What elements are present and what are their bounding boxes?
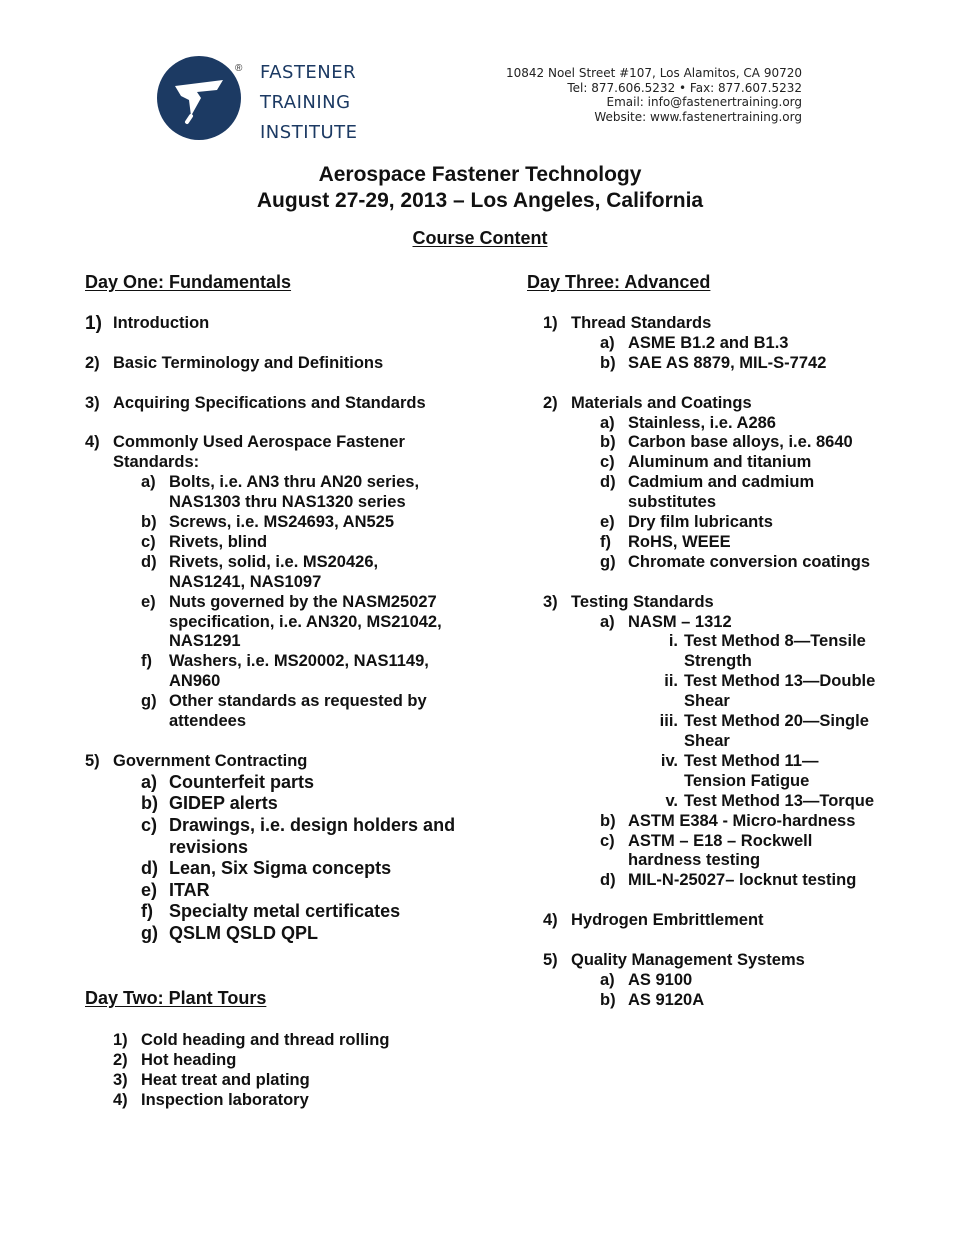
sub-item (600, 354, 933, 374)
sub-text: NASM – 1312 (628, 612, 732, 631)
sub-item (600, 334, 933, 354)
sub-item (600, 533, 933, 553)
item-number: 4) (85, 433, 100, 452)
roman-item (656, 752, 859, 792)
list-item (85, 354, 505, 374)
sub-number: e) (141, 592, 156, 611)
sub-number: f) (600, 532, 611, 551)
item-number: 4) (543, 911, 558, 930)
sub-item (141, 593, 459, 653)
sub-item (600, 553, 933, 573)
registered-mark: ® (235, 63, 243, 74)
sub-text: Stainless, i.e. A286 (628, 413, 776, 432)
item-number: 2) (85, 353, 100, 372)
sub-item (141, 553, 399, 593)
sub-text: Rivets, blind (169, 532, 268, 551)
sub-number: b) (600, 433, 616, 452)
sub-item (600, 453, 933, 473)
item-text: Commonly Used Aerospace Fastener Standards: (113, 433, 405, 472)
sub-text: Washers, i.e. MS20002, NAS1149, AN960 (169, 652, 429, 691)
sub-item (600, 513, 933, 533)
list-item (85, 394, 505, 414)
course-content-heading: Course Content (412, 228, 548, 248)
sub-text: Dry film lubricants (628, 513, 773, 532)
sub-text: Counterfeit parts (169, 771, 315, 792)
sub-item (600, 613, 933, 633)
sub-text: Nuts governed by the NASM25027 specification, i.e. AN320, MS21042, NAS1291 (169, 592, 442, 651)
page-title: Aerospace Fastener Technology (318, 163, 642, 186)
sub-number: b) (141, 513, 157, 532)
item-text: Hydrogen Embrittlement (571, 911, 764, 930)
list-item (543, 314, 933, 334)
sub-text: AS 9100 (628, 970, 693, 989)
sub-item (600, 473, 838, 513)
list-item (113, 1031, 493, 1051)
sub-number: a) (600, 413, 615, 432)
sub-text: Other standards as requested by attendees (169, 692, 427, 731)
item-text: Quality Management Systems (571, 950, 805, 969)
sub-number: b) (600, 811, 616, 830)
sub-text: Carbon base alloys, i.e. 8640 (628, 433, 853, 452)
item-number: 5) (543, 950, 558, 969)
list-item (85, 314, 505, 334)
sub-item (600, 433, 933, 453)
sub-number: a) (600, 612, 615, 631)
roman-item (656, 672, 894, 712)
list-item (543, 394, 933, 414)
sub-number: c) (600, 831, 615, 850)
sub-text: GIDEP alerts (169, 793, 278, 814)
sub-item (141, 815, 459, 858)
sub-text: Lean, Six Sigma concepts (169, 858, 392, 879)
sub-number: f) (141, 901, 153, 922)
list-item (543, 951, 933, 971)
sub-text: Cadmium and cadmium substitutes (628, 473, 815, 512)
sub-number: a) (141, 473, 156, 492)
roman-number: i. (668, 632, 678, 651)
item-number: 1) (113, 1031, 128, 1049)
sub-number: c) (141, 532, 156, 551)
sub-number: g) (600, 552, 616, 571)
sub-text: MIL-N-25027– locknut testing (628, 871, 857, 890)
sub-item (141, 533, 505, 553)
item-text: Government Contracting (113, 751, 308, 770)
sub-number: d) (600, 871, 616, 890)
sub-number: b) (141, 793, 158, 814)
sub-number: a) (600, 333, 615, 352)
sub-item (141, 513, 505, 533)
item-text: Acquiring Specifications and Standards (113, 393, 426, 412)
sub-item (141, 880, 505, 902)
sub-item (141, 923, 505, 945)
sub-number: c) (141, 814, 158, 835)
list-item (85, 433, 433, 473)
page-subtitle: August 27-29, 2013 – Los Angeles, California (256, 189, 704, 212)
logo-wordmark (260, 58, 358, 148)
roman-text: Test Method 11—Tension Fatigue (684, 751, 819, 790)
sub-number: f) (141, 652, 152, 671)
sub-item (141, 473, 439, 513)
roman-text: Test Method 8—Tensile Strength (684, 632, 866, 671)
day-three-heading: Day Three: Advanced (527, 272, 711, 292)
sub-item (141, 772, 505, 794)
item-number: 2) (543, 393, 558, 412)
sub-item (141, 901, 505, 923)
sub-text: Aluminum and titanium (628, 453, 812, 472)
item-number: 4) (113, 1090, 128, 1109)
day-two-list (113, 1031, 493, 1111)
sub-item (600, 991, 933, 1011)
sub-text: RoHS, WEEE (628, 532, 731, 551)
roman-number: iv. (660, 751, 678, 770)
sub-text: Specialty metal certificates (169, 901, 401, 922)
sub-item (141, 858, 505, 880)
day-three-list (543, 314, 933, 1011)
sub-text: Bolts, i.e. AN3 thru AN20 series, NAS1303 thru NAS1320 series (169, 473, 420, 512)
day-two-heading: Day Two: Plant Tours (85, 988, 267, 1008)
sub-number: d) (141, 858, 158, 879)
item-text: Materials and Coatings (571, 393, 752, 412)
item-text: Testing Standards (571, 592, 714, 611)
sub-number: e) (600, 513, 615, 532)
sub-number: d) (141, 552, 157, 571)
item-text: Basic Terminology and Definitions (113, 353, 384, 372)
item-text: Heat treat and plating (141, 1070, 310, 1089)
list-item (113, 1071, 493, 1091)
roman-item (656, 632, 894, 672)
sub-text: Screws, i.e. MS24693, AN525 (169, 513, 395, 532)
sub-number: c) (600, 453, 615, 472)
address: 10842 Noel Street #107, Los Alamitos, CA 90720 (505, 66, 802, 80)
list-item (85, 752, 505, 772)
roman-number: v. (665, 791, 678, 810)
logo-line: TRAINING (260, 92, 351, 113)
sub-text: Rivets, solid, i.e. MS20426, NAS1241, NAS1097 (169, 552, 379, 591)
day-one-heading: Day One: Fundamentals (85, 272, 292, 292)
sub-text: AS 9120A (628, 990, 705, 1009)
day-one-list (85, 314, 505, 945)
roman-item (656, 792, 914, 812)
roman-text: Test Method 13—Torque (684, 791, 875, 810)
sub-text: Chromate conversion coatings (628, 552, 871, 571)
logo-line: FASTENER (260, 62, 357, 83)
sub-number: b) (600, 353, 616, 372)
item-number: 1) (85, 313, 102, 334)
roman-item (656, 712, 894, 752)
item-number: 1) (543, 314, 558, 332)
sub-item (141, 793, 505, 815)
item-number: 3) (113, 1070, 128, 1089)
logo-line: INSTITUTE (260, 122, 358, 143)
sub-item (141, 652, 459, 692)
list-item (543, 593, 933, 613)
sub-item (600, 971, 933, 991)
email: Email: info@fastenertraining.org (606, 95, 802, 109)
sub-number: d) (600, 473, 616, 492)
contact-block (506, 66, 802, 124)
item-number: 3) (543, 592, 558, 611)
roman-number: iii. (659, 712, 678, 731)
item-text: Introduction (113, 314, 210, 332)
sub-number: e) (141, 879, 158, 900)
sub-text: QSLM QSLD QPL (169, 922, 319, 943)
item-number: 2) (113, 1050, 128, 1069)
sub-number: b) (600, 990, 616, 1009)
item-number: 5) (85, 751, 100, 770)
sub-item (141, 692, 459, 732)
sub-text: Drawings, i.e. design holders and revisions (169, 814, 456, 857)
sub-item (600, 871, 933, 891)
roman-text: Test Method 13—Double Shear (684, 672, 876, 711)
sub-number: a) (600, 970, 615, 989)
item-text: Thread Standards (571, 314, 712, 332)
sub-text: ITAR (169, 879, 210, 900)
roman-number: ii. (664, 672, 678, 691)
list-item (113, 1051, 493, 1071)
sub-item (600, 832, 858, 872)
website: Website: www.fastenertraining.org (594, 109, 802, 124)
sub-text: ASTM – E18 – Rockwell hardness testing (628, 831, 813, 870)
item-number: 3) (85, 393, 100, 412)
item-text: Cold heading and thread rolling (141, 1031, 390, 1049)
sub-number: a) (141, 771, 158, 792)
sub-text: ASTM E384 - Micro-hardness (628, 811, 856, 830)
list-item (113, 1091, 493, 1111)
item-text: Hot heading (141, 1050, 237, 1069)
roman-text: Test Method 20—Single Shear (684, 712, 869, 750)
sub-item (600, 812, 933, 832)
item-text: Inspection laboratory (141, 1090, 309, 1109)
sub-number: g) (141, 922, 158, 943)
sub-number: g) (141, 692, 157, 711)
sub-text: ASME B1.2 and B1.3 (628, 333, 789, 352)
sub-text: SAE AS 8879, MIL-S-7742 (628, 353, 827, 372)
sub-item (600, 414, 933, 434)
fti-logo-icon (157, 56, 241, 140)
phone-fax: Tel: 877.606.5232 • Fax: 877.607.5232 (567, 80, 802, 95)
list-item (543, 911, 933, 931)
